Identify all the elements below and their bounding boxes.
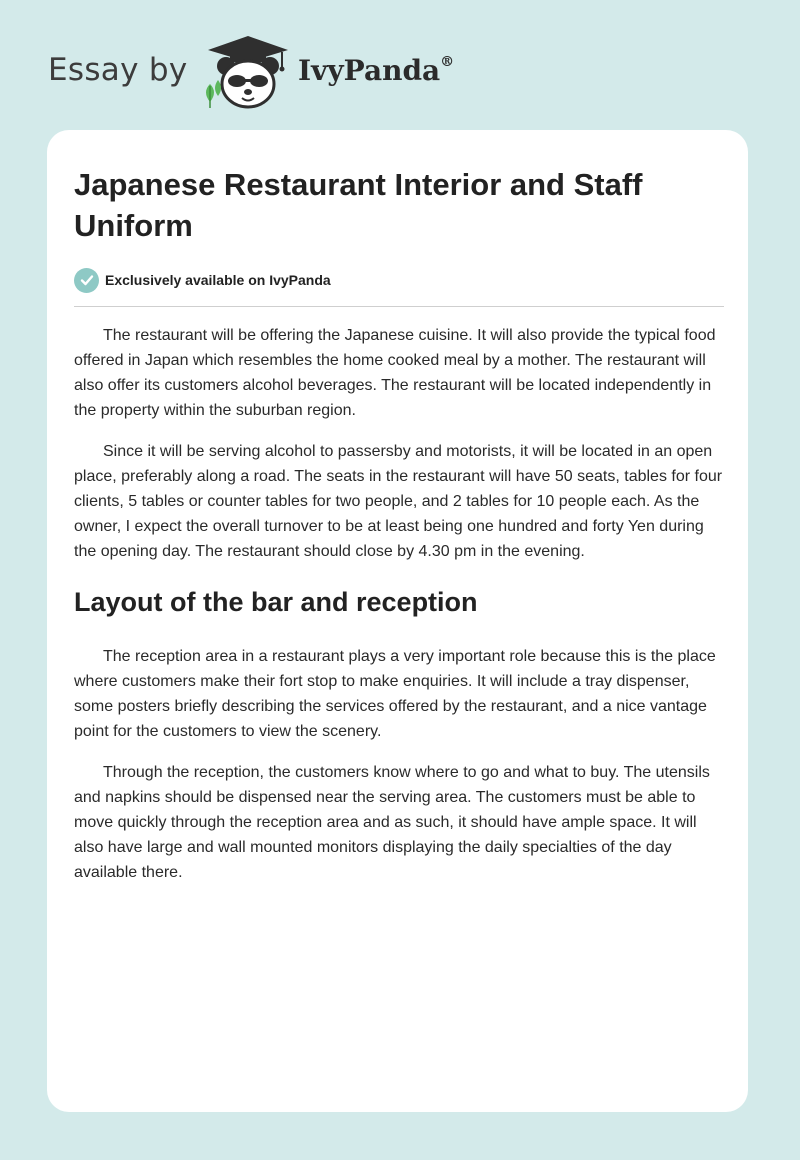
paragraph: The restaurant will be offering the Japanese cuisine. It will also provide the typical food offered in Japan which resembles the home cooked meal by a mother. The restaurant will also offer its customers alcohol beverages. The restaurant will be located independently in the property within the suburban region. bbox=[74, 327, 716, 419]
exclusive-badge bbox=[74, 266, 724, 294]
registered-mark: ® bbox=[440, 53, 455, 70]
section-heading: Layout of the bar and reception bbox=[74, 587, 478, 617]
article-content bbox=[74, 164, 724, 885]
panda-graduate-icon bbox=[200, 34, 296, 110]
paragraph: The reception area in a restaurant plays a very important role because this is the place where customers make their fort stop to make enquiries. It will include a tray dispenser, some posters briefly describing the services offered by the restaurant, and a nice vantage point for the customers to view the scenery. bbox=[74, 648, 716, 740]
brand-name bbox=[298, 54, 454, 87]
brand-text: IvyPanda bbox=[298, 54, 441, 87]
article-card bbox=[47, 130, 748, 1112]
checkmark-icon bbox=[74, 268, 99, 293]
page-title: Japanese Restaurant Interior and Staff Uniform bbox=[74, 167, 643, 243]
paragraph: Through the reception, the customers know where to go and what to buy. The utensils and napkins should be dispensed near the serving area. The customers must be able to move quickly through the reception area and as such, it should have ample space. It will also have large and wall mounted monitors displaying the daily specialties of the day available there. bbox=[74, 764, 710, 881]
paragraph: Since it will be serving alcohol to passersby and motorists, it will be located in an open place, preferably along a road. The seats in the restaurant will have 50 seats, tables for four clients, 5 tables or counter tables for two people, and 2 tables for 10 people each. As the owner, I expect the overall turnover to be at least being one hundred and forty Yen during the opening day. The restaurant should close by 4.30 pm in the evening. bbox=[74, 443, 723, 560]
site-logo[interactable] bbox=[48, 34, 468, 114]
exclusive-label: Exclusively available on IvyPanda bbox=[105, 272, 331, 288]
divider bbox=[74, 306, 724, 307]
essay-by-label: Essay by bbox=[48, 52, 188, 88]
